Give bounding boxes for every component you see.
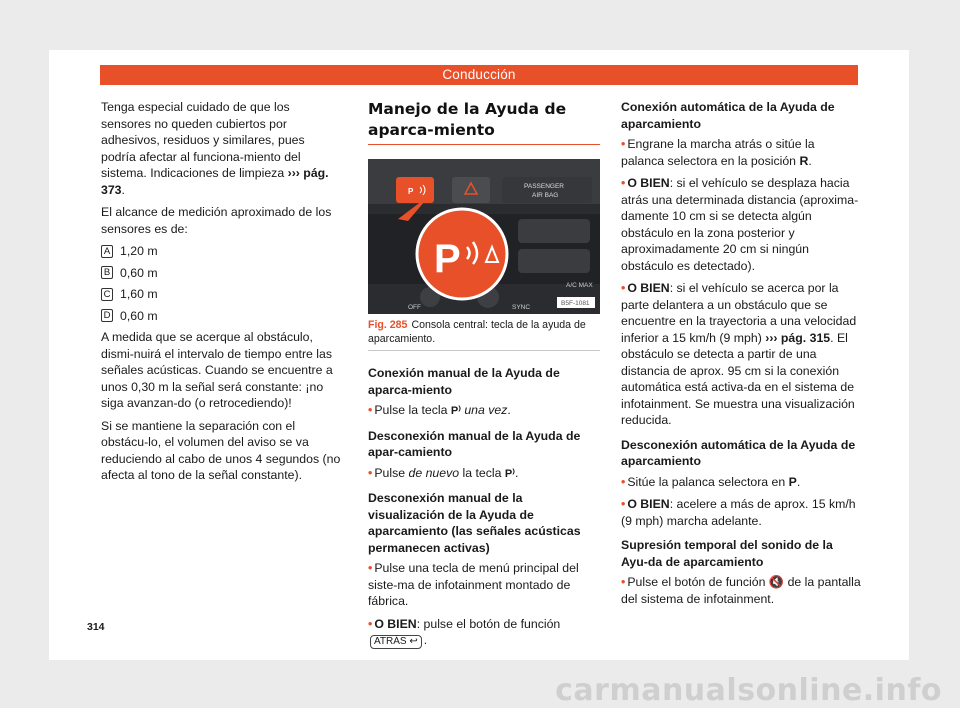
label-badge: D xyxy=(101,309,113,322)
off-label: OFF xyxy=(408,304,421,311)
passenger-label: PASSENGER xyxy=(524,183,564,190)
bullet-dot: • xyxy=(368,561,373,575)
range-item: C 1,60 m xyxy=(101,286,341,303)
page-reference[interactable]: ››› pág. 315 xyxy=(765,330,831,345)
paragraph-cleaning: Tenga especial cuidado de que los sensores no queden cubiertos por adhesivos, residuos y similares, pues podría afectar al funciona-miento del sistema. Indicaciones de limpieza ››› pág. 373. xyxy=(101,100,329,197)
bullet-dot: • xyxy=(621,497,626,511)
ac-label: A/C MAX xyxy=(566,282,593,289)
heading-manual-off: Desconexión manual de la Ayuda de apar-camiento xyxy=(368,428,581,459)
paragraph-volume: Si se mantiene la separación con el obstácu-lo, el volumen del aviso se va reduciendo al cabo de unos 4 segundos (no afecta al tono de la señal constante). xyxy=(101,418,341,482)
step-display-off-1: • Pulse una tecla de menú principal del siste-ma de infotainment montado de fábrica. xyxy=(368,561,579,608)
bullet-dot: • xyxy=(621,281,626,295)
bullet-dot: • xyxy=(621,575,626,589)
auto-off-item-2: • O BIEN: acelere a más de aprox. 15 km/h (9 mph) marcha adelante. xyxy=(621,497,856,528)
label-badge: A xyxy=(101,245,113,258)
page-reference[interactable]: ››› pág. 373 xyxy=(101,166,329,197)
bullet-dot: • xyxy=(368,616,373,631)
range-item: B 0,60 m xyxy=(101,265,341,282)
range-list xyxy=(101,243,341,324)
section-title: Manejo de la Ayuda de aparca-miento xyxy=(368,99,600,145)
park-assist-icon: P⁾ xyxy=(450,405,461,417)
magnified-key xyxy=(417,209,507,299)
bullet-dot: • xyxy=(621,474,626,489)
airbag-label: AIR BAG xyxy=(532,192,559,199)
column-right xyxy=(621,99,861,613)
park-assist-key xyxy=(396,177,434,203)
svg-text:P: P xyxy=(408,187,414,196)
heading-auto-off: Desconexión automática de la Ayuda de aparcamiento xyxy=(621,437,856,468)
heading-auto-on: Conexión automática de la Ayuda de aparcamiento xyxy=(621,100,835,131)
page-header: Conducción xyxy=(100,65,858,85)
heading-manual-on: Conexión manual de la Ayuda de aparca-miento xyxy=(368,366,560,397)
range-item: A 1,20 m xyxy=(101,243,341,260)
column-middle xyxy=(368,99,600,655)
step-manual-on: • Pulse la tecla P⁾ una vez. xyxy=(368,403,511,417)
back-arrow-icon: ↩ xyxy=(409,636,418,647)
heading-mute: Supresión temporal del sonido de la Ayu-da de aparcamiento xyxy=(621,538,833,569)
console-illustration xyxy=(368,159,600,314)
bullet-dot: • xyxy=(368,403,373,417)
range-item: D 0,60 m xyxy=(101,308,341,325)
svg-text:P: P xyxy=(434,237,461,281)
figure-caption: Fig. 285 Consola central: tecla de la ayuda de aparcamiento. xyxy=(368,319,600,351)
paragraph-range-intro: El alcance de medición aproximado de los sensores es de: xyxy=(101,205,332,236)
watermark: carmanualsonline.info xyxy=(555,673,942,708)
atras-button: ATRÁS ↩ xyxy=(370,635,422,649)
park-assist-icon: P⁾ xyxy=(504,467,515,480)
bullet-dot: • xyxy=(621,176,626,190)
figure-code: B5F-1081 xyxy=(561,300,590,307)
auto-on-item-3: • O BIEN: si el vehículo se acerca por la parte delantera a un obstáculo que se encuentre en la trayectoria a una velocidad inferior a 15 km/h (9 mph) ››› pág. 315. El obstáculo se detecta a partir de una distancia de aprox. 95 cm si la conexión automática está activa-da en el sistema de infotainment. Se muestra una visualización reducida. xyxy=(621,281,857,427)
label-badge: C xyxy=(101,288,113,301)
auto-on-item-2: • O BIEN: si el vehículo se desplaza hacia atrás una determinada distancia (aproxima-damente 10 cm si se detecta algún obstáculo en la zona posterior y aproximadamente 20 cm si ningún obstáculo es detectado). xyxy=(621,176,859,273)
label-badge: B xyxy=(101,266,113,279)
figure-console-image xyxy=(368,159,600,314)
bullet-dot: • xyxy=(368,465,373,480)
paragraph-interval: A medida que se acerque al obstáculo, dismi-nuirá el intervalo de tiempo entre las señales acústicas. Cuando se encuentre a unos 0,30 m la señal será constante: ¡no siga avanzan-do (o retrocediendo)! xyxy=(101,330,333,410)
heading-display-off: Desconexión manual de la visualización de la Ayuda de aparcamiento (las señales acústicas permanecen activas) xyxy=(368,491,581,555)
bullet-dot: • xyxy=(621,137,626,151)
auto-on-item-1: • Engrane la marcha atrás o sitúe la palanca selectora en la posición R. xyxy=(621,137,815,168)
sync-label: SYNC xyxy=(512,304,531,311)
mute-item: • Pulse el botón de función 🔇 de la pantalla del sistema de infotainment. xyxy=(621,575,861,606)
auto-off-item-1: • Sitúe la palanca selectora en P. xyxy=(621,474,801,489)
manual-page xyxy=(49,50,909,660)
step-display-off-2: • O BIEN: pulse el botón de función ATRÁS ↩ . xyxy=(368,616,561,647)
step-manual-off: • Pulse de nuevo la tecla P⁾. xyxy=(368,465,519,480)
mute-speaker-icon: 🔇 xyxy=(768,575,785,589)
page-number: 314 xyxy=(87,621,105,633)
column-left xyxy=(101,99,341,490)
